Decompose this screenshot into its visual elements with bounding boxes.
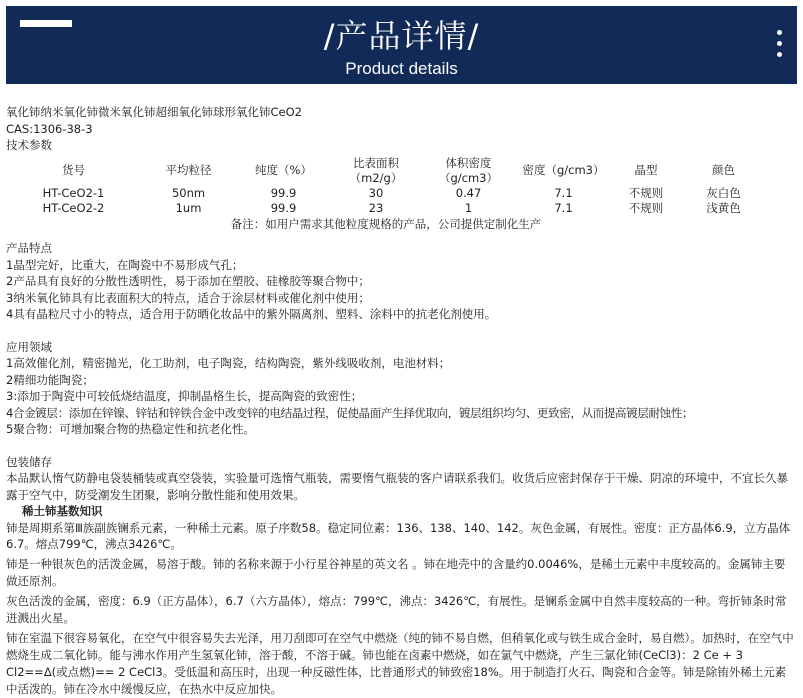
knowledge-title: 稀土铈基数知识 <box>22 504 103 518</box>
table-cell: 0.47 <box>455 185 482 200</box>
tech-params-label: 技术参数 <box>6 138 52 152</box>
list-item: 4具有晶粒尺寸小的特点，适合用于防晒化妆品中的紫外隔离剂、塑料、涂料中的抗老化剂使用。 <box>6 307 497 321</box>
table-cell: 1um <box>175 200 202 215</box>
table-cell: 7.1 <box>554 185 573 200</box>
list-item: 3:添加于陶瓷中可较低烧结温度，抑制晶格生长，提高陶瓷的致密性； <box>6 389 363 403</box>
table-cell: 30 <box>368 185 384 200</box>
cas-number: CAS:1306-38-3 <box>6 121 93 136</box>
list-item: 1晶型完好，比重大，在陶瓷中不易形成气孔； <box>6 257 244 272</box>
table-cell: 50nm <box>171 185 206 200</box>
header-bulk-density: 体积密度 （g/cm3） <box>438 155 499 185</box>
storage-title: 包装储存 <box>6 454 52 469</box>
storage-text: 本品默认惰气防静电袋装桶装或真空袋装，实验量可选惰气瓶装，需要惰气瓶装的客户请联系我们。收货后应密封保存于干燥、阴凉的环境中，不宜长久暴露于空气中，防受潮发生团聚，影响分散性能和使用效果。 <box>6 471 788 502</box>
spec-table <box>6 156 766 216</box>
banner-title-en: Product details <box>345 59 458 78</box>
applications-title: 应用领域 <box>6 339 52 354</box>
list-item: 4合金镀层：添加在锌镍、锌钴和锌铁合金中改变锌的电结晶过程，促使晶面产生择优取向，镀层组织均匀、更致密，从而提高镀层耐蚀性； <box>6 405 694 420</box>
knowledge-paragraph: 铈是周期系第Ⅲ族副族镧系元素，一种稀土元素。原子序数58。稳定同位素：136、138、140、142。灰色金属，有展性。密度：正方晶体6.9，立方晶体6.7。熔点799℃，沸点3426℃。 <box>6 520 791 551</box>
list-item: 3纳米氧化铈具有比表面积大的特点，适合于涂层材料或催化剂中使用； <box>6 290 370 305</box>
banner-title-cn: /产品详情/ <box>323 17 480 55</box>
table-row <box>6 201 766 216</box>
spec-table-note: 备注：如用户需求其他粒度规格的产品，公司提供定制化生产 <box>230 216 542 231</box>
header-sku: 货号 <box>62 163 85 177</box>
product-name: 氧化铈纳米氧化铈微米氧化铈超细氧化铈球形氧化铈CeO2 <box>6 105 302 119</box>
table-cell: 浅黄色 <box>706 200 741 215</box>
table-cell: 不规则 <box>628 200 664 215</box>
header-surface-area: 比表面积 （m2/g） <box>349 155 403 185</box>
list-item: 5聚合物：可增加聚合物的热稳定性和抗老化性。 <box>6 422 255 436</box>
table-row <box>6 186 766 201</box>
header-avg-size: 平均粒径 <box>165 163 212 177</box>
list-item: 2产品具有良好的分散性透明性，易于添加在塑胶、硅橡胶等聚合物中； <box>6 274 370 288</box>
header-purity: 纯度（%） <box>255 163 312 177</box>
table-cell: 99.9 <box>270 200 297 215</box>
table-cell: 灰白色 <box>706 185 741 200</box>
knowledge-paragraph: 灰色活泼的金属，密度：6.9（正方晶体），6.7（六方晶体），熔点：799℃，沸点：3426℃，有展性。是镧系金属中自然丰度较高的一种。弯折铈条时常迸溅出火星。 <box>6 593 787 625</box>
list-item: 1高效催化剂，精密抛光，化工助剂，电子陶瓷，结构陶瓷，紫外线吸收剂，电池材料； <box>6 356 451 370</box>
spec-table-header <box>6 156 766 186</box>
table-cell: HT-CeO2-1 <box>42 185 105 200</box>
list-item: 2精细功能陶瓷； <box>6 372 94 387</box>
more-options-icon[interactable] <box>777 30 783 63</box>
table-cell: 23 <box>368 200 384 215</box>
knowledge-paragraph: 铈是一种银灰色的活泼金属，易溶于酸。铈的名称来源于小行星谷神星的英文名 。铈在地壳中的含量约0.0046%，是稀土元素中丰度较高的。金属铈主要做还原剂。 <box>6 556 786 588</box>
table-cell: HT-CeO2-2 <box>42 200 105 215</box>
product-details-banner <box>6 6 797 84</box>
table-cell: 1 <box>464 200 473 215</box>
table-cell: 7.1 <box>554 200 573 215</box>
features-title: 产品特点 <box>6 241 52 255</box>
header-color: 颜色 <box>712 163 735 177</box>
product-content <box>6 104 796 698</box>
table-cell: 不规则 <box>628 185 664 200</box>
table-cell: 99.9 <box>270 185 297 200</box>
header-density: 密度（g/cm3） <box>522 163 605 177</box>
knowledge-paragraph: 铈在室温下很容易氧化，在空气中很容易失去光泽，用刀刮即可在空气中燃烧（纯的铈不易自燃，但稍氧化或与铁生成合金时，易自燃）。加热时，在空气中燃烧生成二氧化铈。能与沸水作用产生氢氧化铈，溶于酸，不溶于碱。铈也能在卤素中燃烧，如在氯气中燃烧，产生三氯化铈(CeCl3)：2 Ce + 3 Cl2==Δ(或点燃)== 2 CeCl3。受低温和高压时，出现一种反磁性体，比普通形式的铈致密18%。用于制造打火石、陶瓷和合金等。铈是除铕外稀土元素中活泼的。铈在冷水中缓慢反应，在热水中反应加快。 <box>6 630 794 696</box>
header-crystal: 晶型 <box>634 163 658 177</box>
